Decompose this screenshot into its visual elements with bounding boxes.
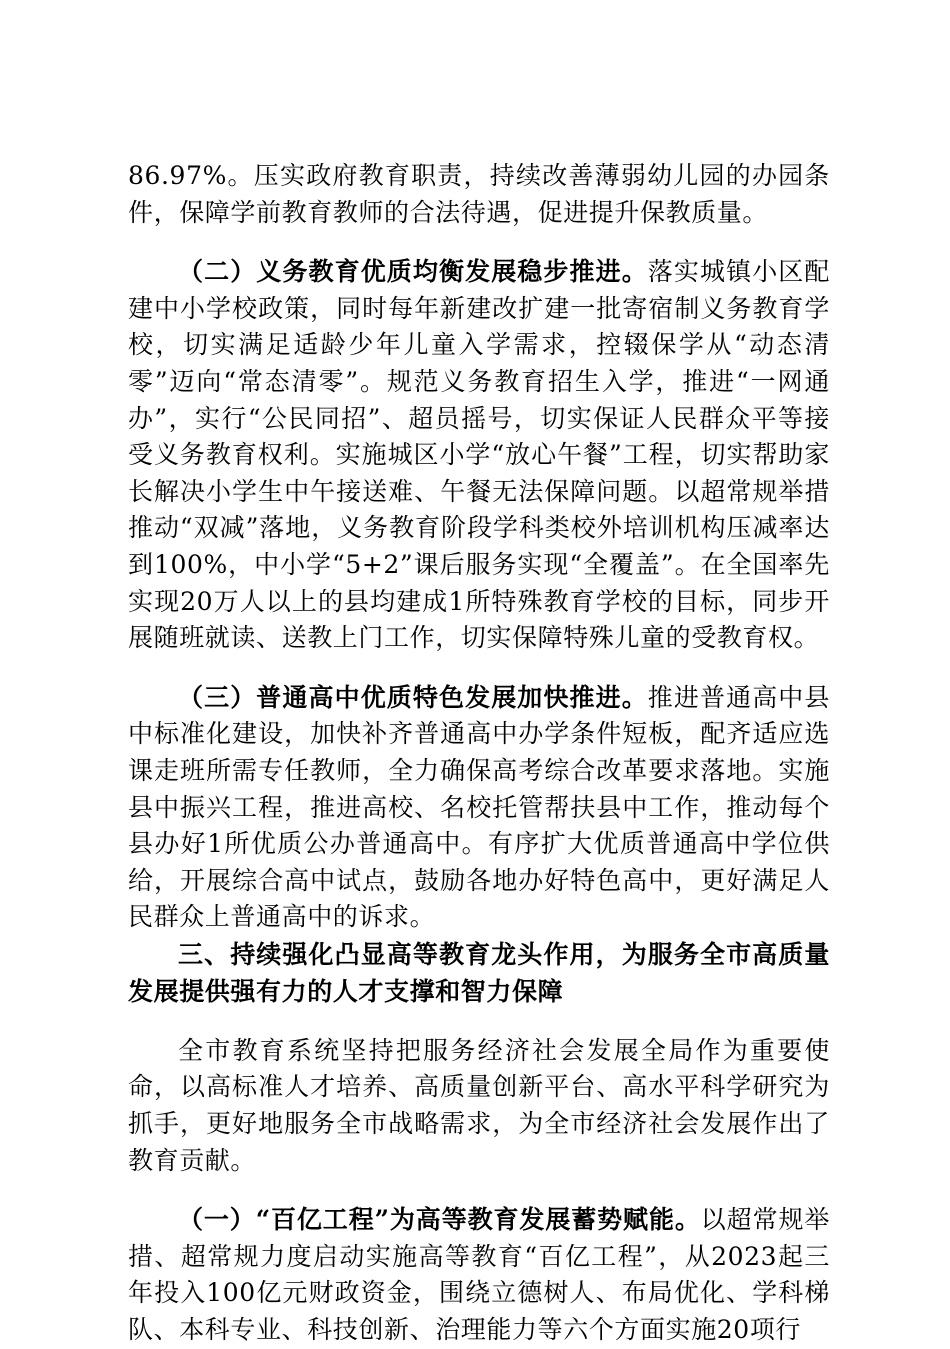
paragraph-hundred-billion-project (128, 1202, 830, 1348)
paragraph-lead-compulsory: （二）义务教育优质均衡发展稳步推进。 (178, 257, 648, 287)
paragraph-body-compulsory: 落实城镇小区配建中小学校政策，同时每年新建改扩建一批寄宿制义务教育学校，切实满足适龄少年儿童入学需求，控辍保学从“动态清零”迈向“常态清零”。规范义务教育招生入学，推进“一网通办”，实行“公民同招”、超员摇号，切实保证人民群众平等接受义务教育权利。实施城区小学“放心午餐”工程，切实帮助家长解决小学生中午接送难、午餐无法保障问题。以超常规举措推动“双减”落地，义务教育阶段学科类校外培训机构压减率达到100%，中小学“5+2”课后服务实现“全覆盖”。在全国率先实现20万人以上的县均建成1所特殊教育学校的目标，同步开展随班就读、送教上门工作，切实保障特殊儿童的受教育权。 (128, 257, 830, 653)
document-page (128, 158, 830, 1349)
section-heading-higher-education: 三、持续强化凸显高等教育龙头作用，为服务全市高质量发展提供强有力的人才支撑和智力保障 (128, 939, 830, 1006)
paragraph-lead-high-school: （三）普通高中优质特色发展加快推进。 (178, 682, 648, 712)
paragraph-lead-hundred-billion: （一）“百亿工程”为高等教育发展蓄势赋能。 (178, 1205, 701, 1235)
paragraph-preschool-tail: 86.97%。压实政府教育职责，持续改善薄弱幼儿园的办园条件，保障学前教育教师的合法待遇，促进提升保教质量。 (128, 161, 830, 227)
paragraph-compulsory-education (128, 254, 830, 657)
paragraph-education-system: 全市教育系统坚持把服务经济社会发展全局作为重要使命，以高标准人才培养、高质量创新平台、高水平科学研究为抓手，更好地服务全市战略需求，为全市经济社会发展作出了教育贡献。 (128, 1035, 830, 1175)
paragraph-body-hundred-billion: 以超常规举措、超常规力度启动实施高等教育“百亿工程”，从2023起三年投入100亿元财政资金，围绕立德树人、布局优化、学科梯队、本科专业、科技创新、治理能力等六个方面实施20项行 (128, 1205, 830, 1345)
paragraph-high-school (128, 680, 830, 936)
paragraph-body-high-school: 推进普通高中县中标准化建设，加快补齐普通高中办学条件短板，配齐适应选课走班所需专任教师，全力确保高考综合改革要求落地。实施县中振兴工程，推进高校、名校托管帮扶县中工作，推动每个县办好1所优质公办普通高中。有序扩大优质普通高中学位供给，开展综合高中试点，鼓励各地办好特色高中，更好满足人民群众上普通高中的诉求。 (128, 682, 830, 932)
